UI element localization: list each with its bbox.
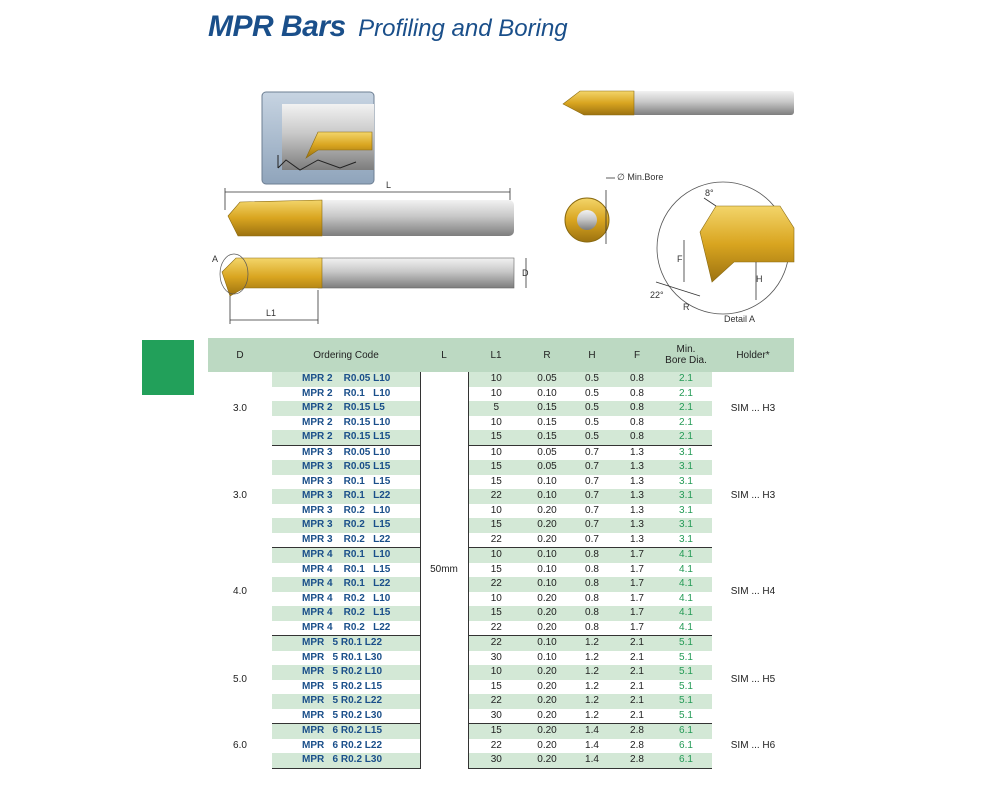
dim-L: L: [386, 180, 392, 190]
header-d: D: [208, 338, 272, 372]
cell-l1: 22: [468, 636, 524, 651]
cell-l: 50mm: [420, 372, 468, 768]
cell-ordering-code: MPR 4 R0.1 L22: [272, 577, 420, 592]
cell-min-bore: 5.1: [679, 651, 693, 663]
cell-f: 1.3: [614, 460, 660, 475]
bar-front-view: [212, 254, 529, 324]
cell-f: 1.7: [630, 592, 644, 604]
label-F: F: [677, 254, 683, 264]
cell-r: 0.20: [524, 709, 570, 724]
cell-min-bore: 5.1: [679, 680, 693, 692]
cell-h: 0.5: [570, 401, 614, 416]
cell-f: 2.8: [614, 724, 660, 739]
table-row: [208, 753, 794, 768]
cell-l1: 15: [468, 724, 524, 739]
cell-l1: 10: [468, 665, 524, 680]
cell-l1: 15: [468, 606, 524, 621]
table-row: [208, 430, 794, 445]
cell-l1: 15: [468, 460, 524, 475]
cell-min-bore: 3.1: [660, 460, 712, 475]
cell-l1: 10: [490, 592, 502, 604]
cell-ordering-code: MPR 3 R0.2 L10: [302, 504, 391, 516]
cell-f: 2.8: [630, 739, 644, 751]
header-code: Ordering Code: [272, 338, 420, 372]
cell-h: 0.5: [570, 372, 614, 387]
cell-r: 0.20: [524, 518, 570, 533]
cell-r: 0.05: [537, 446, 557, 458]
cell-r: 0.10: [524, 577, 570, 592]
cell-min-bore: 5.1: [660, 694, 712, 709]
cell-min-bore: 4.1: [679, 592, 693, 604]
dim-L1: L1: [266, 308, 277, 318]
cell-f: 2.1: [614, 709, 660, 724]
table-row: [208, 680, 794, 695]
cell-ordering-code: MPR 2 R0.15 L5: [272, 401, 420, 416]
cell-l1: 22: [490, 739, 502, 751]
cell-f: 1.7: [614, 621, 660, 636]
cell-h: 0.7: [570, 518, 614, 533]
cell-ordering-code: MPR 3 R0.05 L15: [272, 460, 420, 475]
cell-h: 0.5: [585, 416, 599, 428]
table-row: [208, 592, 794, 607]
cell-l1: 22: [468, 694, 524, 709]
cell-ordering-code: MPR 4 R0.2 L15: [272, 606, 420, 621]
cell-l1: 22: [468, 577, 524, 592]
bar-side-view: [225, 180, 514, 236]
cell-r: 0.20: [537, 680, 557, 692]
header-l1: L1: [468, 338, 524, 372]
cell-ordering-code: MPR 3 R0.05 L10: [302, 446, 391, 458]
cell-ordering-code: MPR 5 R0.2 L10: [272, 665, 420, 680]
table-header-row: [208, 338, 794, 372]
cell-h: 0.7: [585, 446, 599, 458]
cell-d: 4.0: [208, 548, 272, 636]
cell-r: 0.20: [524, 606, 570, 621]
label-angle-22: 22°: [650, 290, 664, 300]
boring-illustration: [262, 92, 374, 184]
cell-h: 0.7: [570, 460, 614, 475]
cell-f: 1.3: [630, 504, 644, 516]
cell-r: 0.10: [537, 387, 557, 399]
cell-h: 1.4: [585, 739, 599, 751]
label-min-bore: ∅ Min.Bore: [617, 172, 664, 182]
bar-3d-view: [563, 91, 794, 115]
cell-min-bore: 2.1: [679, 416, 693, 428]
cell-ordering-code: MPR 2 R0.1 L10: [302, 387, 391, 399]
cell-f: 1.7: [614, 548, 660, 563]
cell-r: 0.20: [524, 724, 570, 739]
cell-h: 0.8: [570, 606, 614, 621]
cell-h: 0.8: [585, 592, 599, 604]
table-row: [208, 577, 794, 592]
cell-h: 0.7: [570, 489, 614, 504]
cell-ordering-code: MPR 3 R0.2 L22: [272, 533, 420, 548]
cell-min-bore: 3.1: [660, 489, 712, 504]
cell-ordering-code: MPR 2 R0.15 L15: [272, 430, 420, 445]
cell-ordering-code: MPR 5 R0.2 L15: [302, 680, 383, 692]
cell-l1: 22: [468, 621, 524, 636]
table-row: [208, 606, 794, 621]
table-row: [208, 401, 794, 416]
cell-holder: SIM ... H3: [712, 445, 794, 548]
cell-r: 0.15: [537, 416, 557, 428]
header-f: F: [614, 338, 660, 372]
cell-ordering-code: MPR 6 R0.2 L22: [302, 739, 383, 751]
cell-min-bore: 3.1: [679, 475, 693, 487]
cell-r: 0.20: [524, 621, 570, 636]
cell-ordering-code: MPR 5 R0.2 L22: [272, 694, 420, 709]
cell-min-bore: 2.1: [660, 372, 712, 387]
cell-f: 1.3: [614, 533, 660, 548]
cell-f: 1.3: [630, 446, 644, 458]
table-row: [208, 694, 794, 709]
cell-l1: 10: [468, 372, 524, 387]
cell-ordering-code: MPR 4 R0.2 L10: [302, 592, 391, 604]
cell-ordering-code: MPR 4 R0.1 L10: [272, 548, 420, 563]
cell-h: 0.8: [570, 621, 614, 636]
cell-l1: 10: [468, 548, 524, 563]
header-h: H: [570, 338, 614, 372]
cell-min-bore: 3.1: [660, 518, 712, 533]
cell-h: 1.2: [570, 694, 614, 709]
title-main: MPR Bars: [208, 10, 346, 43]
cell-h: 1.4: [570, 753, 614, 768]
cell-min-bore: 6.1: [679, 739, 693, 751]
cell-min-bore: 6.1: [660, 753, 712, 768]
cell-f: 1.3: [614, 518, 660, 533]
cell-l1: 10: [490, 387, 502, 399]
cell-h: 0.8: [570, 548, 614, 563]
cell-r: 0.10: [537, 651, 557, 663]
min-bore-view: [565, 172, 663, 244]
cell-ordering-code: MPR 5 R0.1 L30: [302, 651, 383, 663]
cell-h: 1.4: [570, 724, 614, 739]
cell-min-bore: 2.1: [660, 401, 712, 416]
cell-h: 1.2: [585, 651, 599, 663]
cell-r: 0.20: [524, 753, 570, 768]
cell-min-bore: 5.1: [660, 636, 712, 651]
header-holder: Holder*: [712, 338, 794, 372]
cell-f: 0.8: [630, 416, 644, 428]
cell-h: 0.8: [585, 563, 599, 575]
cell-l1: 15: [490, 680, 502, 692]
cell-f: 2.8: [614, 753, 660, 768]
table-row: [208, 387, 794, 402]
cell-holder: SIM ... H3: [712, 372, 794, 445]
technical-drawings: [0, 0, 1000, 336]
cell-ordering-code: MPR 2 R0.05 L10: [272, 372, 420, 387]
header-r: R: [524, 338, 570, 372]
cell-l1: 15: [490, 475, 502, 487]
cell-ordering-code: MPR 6 R0.2 L30: [272, 753, 420, 768]
label-angle-8: 8°: [705, 188, 714, 198]
title-sub: Profiling and Boring: [358, 15, 568, 42]
cell-d: 6.0: [208, 724, 272, 769]
cell-r: 0.10: [524, 636, 570, 651]
cell-ordering-code: MPR 5 R0.1 L22: [272, 636, 420, 651]
cell-min-bore: 2.1: [679, 387, 693, 399]
table-row: [208, 724, 794, 739]
cell-h: 1.2: [570, 636, 614, 651]
cell-d: 3.0: [208, 372, 272, 445]
cell-l1: 30: [468, 753, 524, 768]
cell-holder: SIM ... H5: [712, 636, 794, 724]
cell-min-bore: 4.1: [660, 606, 712, 621]
cell-ordering-code: MPR 2 R0.15 L10: [302, 416, 391, 428]
cell-f: 0.8: [630, 387, 644, 399]
cell-ordering-code: MPR 4 R0.2 L22: [272, 621, 420, 636]
label-A: A: [212, 254, 219, 264]
cell-min-bore: 4.1: [660, 577, 712, 592]
table-row: [208, 665, 794, 680]
cell-l1: 5: [468, 401, 524, 416]
cell-r: 0.10: [537, 475, 557, 487]
cell-f: 0.8: [614, 372, 660, 387]
header-bore-line1: Min.: [676, 344, 696, 355]
cell-f: 2.1: [614, 694, 660, 709]
cell-l1: 30: [490, 651, 502, 663]
cell-min-bore: 2.1: [660, 430, 712, 445]
cell-r: 0.15: [524, 401, 570, 416]
cell-f: 1.3: [614, 489, 660, 504]
table-row: [208, 563, 794, 578]
cell-r: 0.10: [537, 563, 557, 575]
table-row: [208, 636, 794, 651]
cell-h: 0.5: [570, 430, 614, 445]
cell-f: 0.8: [614, 430, 660, 445]
cell-l1: 10: [490, 446, 502, 458]
cell-f: 1.7: [614, 606, 660, 621]
cell-r: 0.10: [524, 548, 570, 563]
cell-f: 2.1: [614, 665, 660, 680]
cell-r: 0.20: [524, 533, 570, 548]
table-row: [208, 445, 794, 460]
cell-ordering-code: MPR 3 R0.2 L15: [272, 518, 420, 533]
cell-r: 0.10: [524, 489, 570, 504]
cell-f: 1.3: [630, 475, 644, 487]
cell-l1: 15: [468, 430, 524, 445]
label-H: H: [756, 274, 763, 284]
cell-holder: SIM ... H6: [712, 724, 794, 769]
cell-r: 0.20: [537, 504, 557, 516]
cell-r: 0.20: [537, 592, 557, 604]
header-bore-line2: Bore Dia.: [665, 355, 707, 366]
cell-r: 0.20: [537, 739, 557, 751]
cell-min-bore: 3.1: [679, 446, 693, 458]
cell-ordering-code: MPR 5 R0.2 L30: [272, 709, 420, 724]
dim-D: D: [522, 268, 529, 278]
label-detail-a: Detail A: [724, 314, 756, 324]
cell-min-bore: 4.1: [660, 548, 712, 563]
table-row: [208, 372, 794, 387]
cell-h: 0.7: [585, 504, 599, 516]
spec-table: [208, 338, 794, 769]
cell-d: 3.0: [208, 445, 272, 548]
cell-r: 0.05: [524, 372, 570, 387]
table-row: [208, 518, 794, 533]
cell-ordering-code: MPR 3 R0.1 L22: [272, 489, 420, 504]
table-row: [208, 489, 794, 504]
table-row: [208, 533, 794, 548]
table-row: [208, 504, 794, 519]
cell-r: 0.20: [524, 694, 570, 709]
cell-f: 2.1: [630, 651, 644, 663]
table-row: [208, 548, 794, 563]
cell-h: 0.5: [585, 387, 599, 399]
cell-min-bore: 6.1: [660, 724, 712, 739]
cell-min-bore: 4.1: [679, 563, 693, 575]
label-R: R: [683, 302, 690, 312]
cell-r: 0.20: [524, 665, 570, 680]
detail-a-view: [650, 182, 794, 324]
cell-l1: 22: [468, 533, 524, 548]
cell-f: 2.1: [630, 680, 644, 692]
cell-min-bore: 3.1: [679, 504, 693, 516]
cell-l1: 10: [490, 504, 502, 516]
table-row: [208, 651, 794, 666]
cell-f: 1.7: [630, 563, 644, 575]
cell-ordering-code: MPR 3 R0.1 L15: [302, 475, 391, 487]
header-bore: [660, 338, 712, 372]
cell-min-bore: 5.1: [660, 709, 712, 724]
cell-h: 1.2: [570, 709, 614, 724]
cell-l1: 15: [468, 518, 524, 533]
cell-l1: 10: [490, 416, 502, 428]
cell-h: 1.2: [570, 665, 614, 680]
cell-holder: SIM ... H4: [712, 548, 794, 636]
cell-ordering-code: MPR 4 R0.1 L15: [302, 563, 391, 575]
table-row: [208, 460, 794, 475]
table-row: [208, 475, 794, 490]
spec-table-body: [208, 372, 794, 768]
cell-f: 2.1: [614, 636, 660, 651]
cell-f: 0.8: [614, 401, 660, 416]
cell-h: 1.2: [585, 680, 599, 692]
green-swatch: [142, 340, 194, 395]
table-row: [208, 709, 794, 724]
table-row: [208, 621, 794, 636]
cell-f: 1.7: [614, 577, 660, 592]
cell-r: 0.05: [524, 460, 570, 475]
cell-l1: 15: [490, 563, 502, 575]
cell-ordering-code: MPR 6 R0.2 L15: [272, 724, 420, 739]
cell-l1: 30: [468, 709, 524, 724]
cell-l1: 22: [468, 489, 524, 504]
cell-h: 0.7: [570, 533, 614, 548]
cell-h: 0.7: [585, 475, 599, 487]
header-l: L: [420, 338, 468, 372]
cell-r: 0.15: [524, 430, 570, 445]
table-row: [208, 416, 794, 431]
cell-min-bore: 3.1: [660, 533, 712, 548]
table-row: [208, 739, 794, 754]
cell-h: 0.8: [570, 577, 614, 592]
cell-min-bore: 5.1: [660, 665, 712, 680]
cell-d: 5.0: [208, 636, 272, 724]
cell-min-bore: 4.1: [660, 621, 712, 636]
